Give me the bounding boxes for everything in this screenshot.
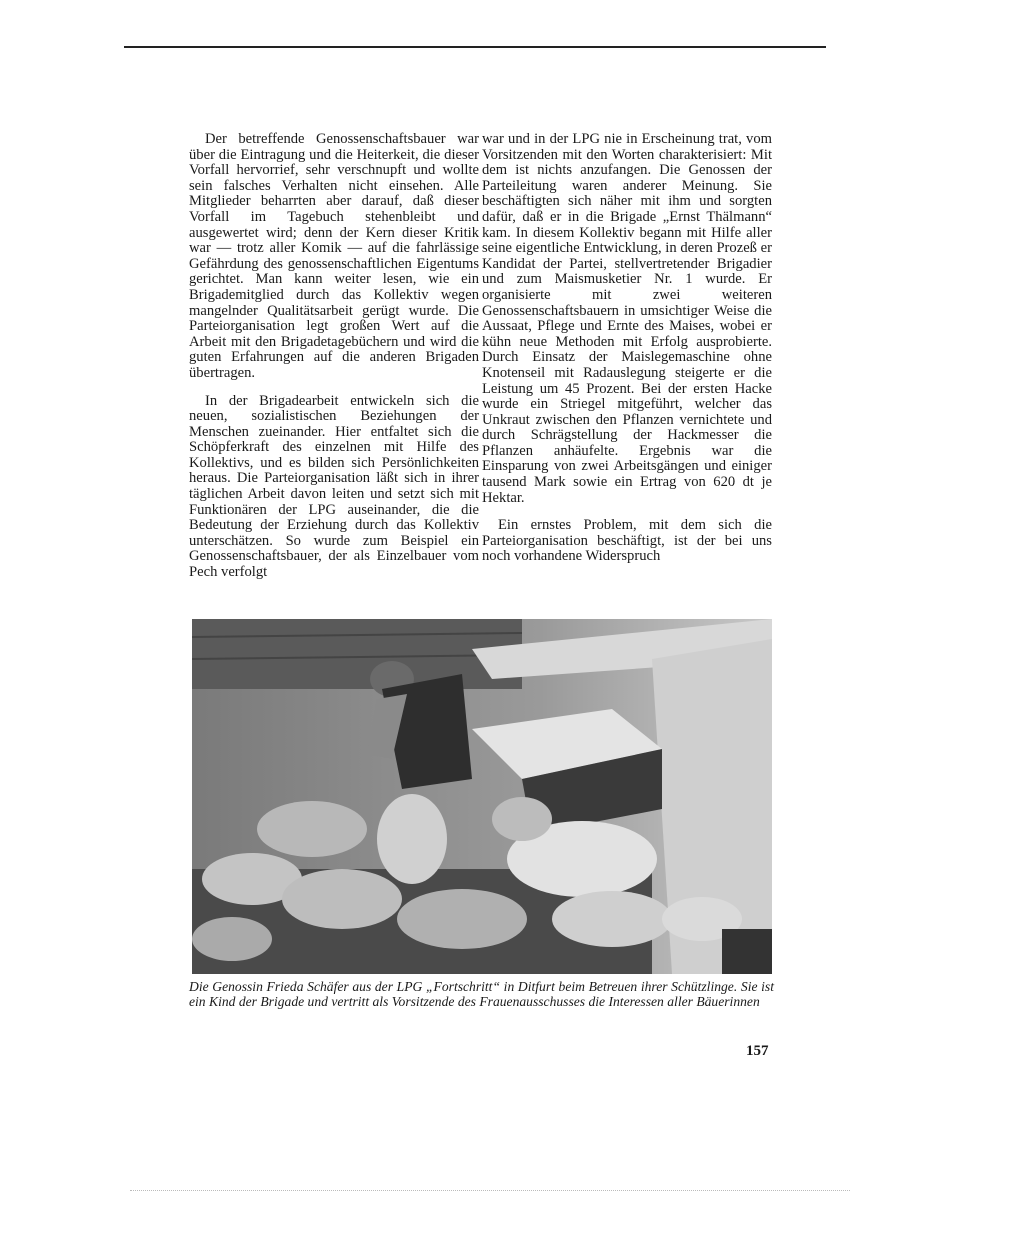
top-rule: [124, 46, 826, 48]
photo-caption: Die Genossin Frieda Schäfer aus der LPG „Fortschritt“ in Ditfurt beim Betreuen ihrer Schützlinge. Sie ist ein Kind der Brigade und vertritt als Vorsitzende des Frauenausschusses die Interessen aller Bäuerinnen: [189, 979, 774, 1009]
right-column: [482, 132, 772, 577]
paragraph: war und in der LPG nie in Erscheinung trat, vom Vorsitzenden mit den Worten charakterisiert: Mit dem ist nichts anzufangen. Die Genossen der Parteileitung waren anderer Meinung. Sie beschäftigten sich näher mit ihm und sorgten dafür, daß er in die Brigade „Ernst Thälmann“ kam. In diesem Kollektiv begann mit Hilfe aller seine eigentliche Entwicklung, in deren Prozeß er Kandidat der Partei, stellvertretender Brigadier und zum Maismusketier Nr. 1 wurde. Er organisierte mit zwei weiteren Genossenschaftsbauern in umsichtiger Weise die Aussaat, Pflege und Ernte des Maises, wobei er kühn neue Methoden mit Erfolg ausprobierte. Durch Einsatz der Maislegemaschine ohne Knotenseil mit Radauslegung steigerte er die Leistung um 45 Prozent. Bei der ersten Hacke wurde ein Striegel mitgeführt, welcher das Unkraut zwischen den Pflanzen vernichtete und durch Schrägstellung der Hackmesser die Pflanzen anhäufelte. Ergebnis war die Einsparung von zwei Arbeitsgängen und einiger tausend Mark sowie ein Ertrag von 620 dt je Hektar.: [482, 131, 772, 506]
page-number: 157: [746, 1043, 769, 1059]
paragraph: In der Brigadearbeit entwickeln sich die neuen, sozialistischen Beziehungen der Menschen zueinander. Hier entfaltet sich die Schöpferkraft des einzelnen mit Hilfe des Kollektivs, und es bilden sich Persönlichkeiten heraus. Die Parteiorganisation läßt sich in ihrer täglichen Arbeit davon leiten und setzt sich mit Funktionären der LPG auseinander, die die Bedeutung der Erziehung durch das Kollektiv unterschätzen. So wurde zum Beispiel ein Genossenschaftsbauer, der als Einzelbauer vom Pech verfolgt: [189, 392, 479, 581]
paragraph: Der betreffende Genossenschaftsbauer war über die Eintragung und die Heiterkeit, die dieser Vorfall hervorrief, sehr verschnupft und wollte sein falsches Verhalten nicht einsehen. Alle Mitglieder beharrten aber darauf, daß dieser Vorfall im Tagebuch stehenbleibt und ausgewertet wird; denn der Kern dieser Kritik war — trotz aller Komik — auf die fahrlässige Gefährdung des genossenschaftlichen Eigentums gerichtet. Man kann weiter lesen, wie ein Brigademitglied durch das Kollektiv wegen mangelnder Qualitätsarbeit gerügt wurde. Die Parteiorganisation legt großen Wert auf die Arbeit mit den Brigadetagebüchern und wird die guten Erfahrungen auf die anderen Brigaden übertragen.: [189, 131, 479, 381]
photo-woman-with-piglets: [192, 619, 772, 974]
left-column: [189, 132, 479, 593]
paragraph: Ein ernstes Problem, mit dem sich die Parteiorganisation beschäftigt, ist der bei uns noch vorhandene Widerspruch: [482, 517, 772, 565]
scan-artifact-line: [130, 1190, 850, 1192]
